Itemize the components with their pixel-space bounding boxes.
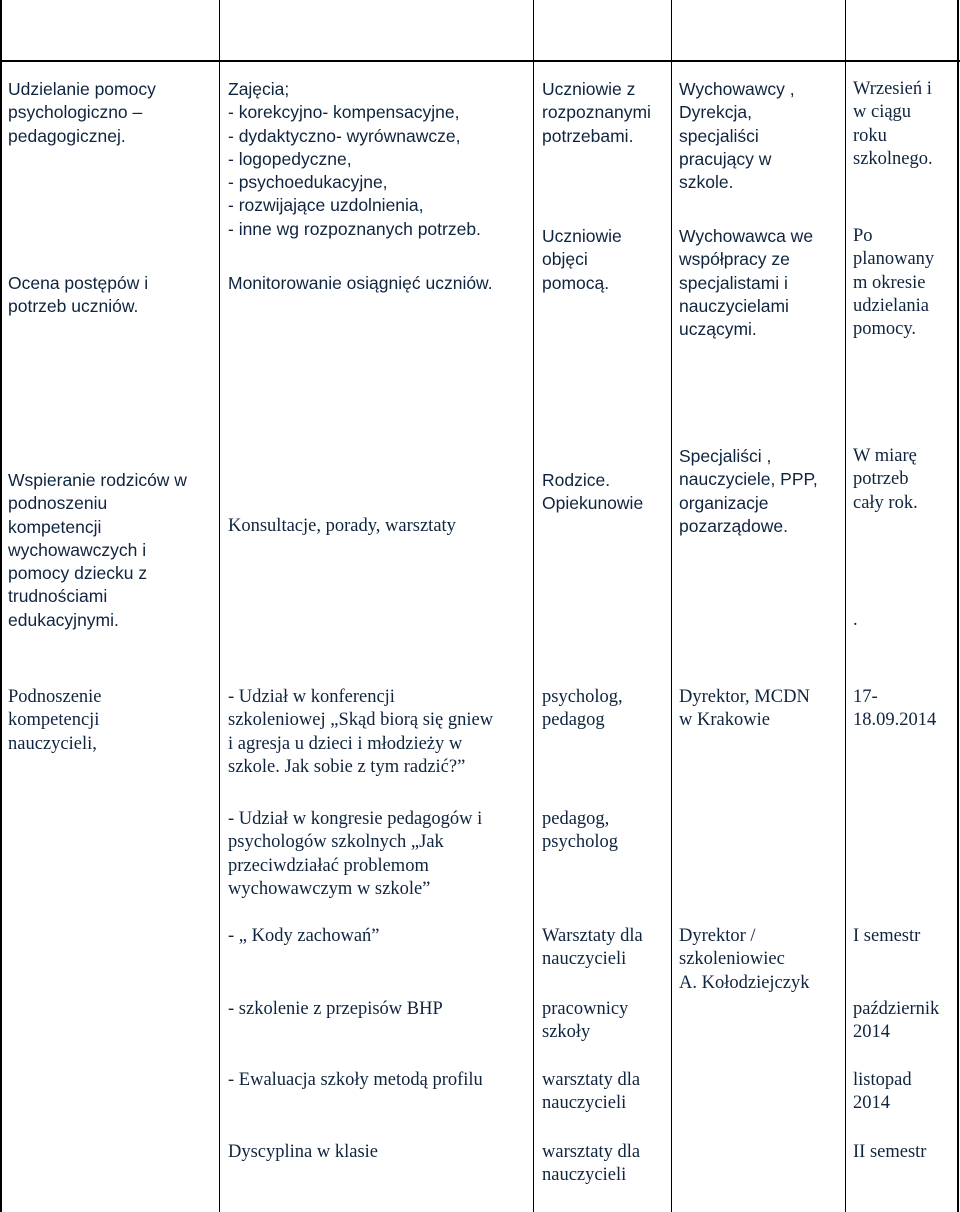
term-first-semester: I semestr [853, 926, 921, 946]
term-september: Wrzesień i w ciągu roku szkolnego. [853, 79, 933, 169]
task-teacher-competence: Podnoszenie kompetencji nauczycieli, [8, 687, 102, 754]
term-october-2014: październik 2014 [853, 999, 940, 1043]
column-divider-4 [845, 0, 846, 1212]
term-dot: . [853, 610, 858, 630]
activities-monitoring: Monitorowanie osiągnięć uczniów. [228, 273, 493, 293]
activity-evaluation: - Ewaluacja szkoły metodą profilu [228, 1070, 483, 1090]
term-second-semester: II semestr [853, 1142, 927, 1162]
activity-discipline: Dyscyplina w klasie [228, 1142, 379, 1162]
term-after-help: Po planowany m okresie udzielania pomocy. [853, 226, 935, 340]
task-parent-support: Wspieranie rodziców w podnoszeniu kompetencji wychowawczych i pomocy dziecku z trudnościami edukacyjnymi. [8, 470, 187, 630]
task-progress-assessment: Ocena postępów i potrzeb uczniów. [8, 273, 149, 317]
activity-behavior-codes: - „ Kody zachowań” [228, 926, 380, 946]
activity-conference: - Udział w konferencji szkoleniowej „Skąd biorą się gniew i agresja u dzieci i młodzieży w szkole. Jak sobie z tym radzić?” [228, 687, 494, 777]
responsible-director-mcdn: Dyrektor, MCDN w Krakowie [679, 687, 810, 731]
term-september-2014: 17- 18.09.2014 [853, 687, 937, 731]
activities-consultations: Konsultacje, porady, warsztaty [228, 516, 456, 536]
recipients-parents: Rodzice. Opiekunowie [542, 470, 644, 514]
table-top-border [0, 60, 960, 62]
recipients-helped: Uczniowie objęci pomocą. [542, 226, 622, 293]
recipients-psychologist: psycholog, pedagog [542, 687, 623, 731]
term-as-needed: W miarę potrzeb cały rok. [853, 446, 918, 513]
column-divider-1 [219, 0, 220, 1212]
term-november-2014: listopad 2014 [853, 1070, 912, 1114]
responsible-specialists: Specjaliści , nauczyciele, PPP, organizacje pozarządowe. [679, 446, 818, 536]
recipients-workshops-teachers-3: warsztaty dla nauczycieli [542, 1142, 641, 1186]
activity-bhp-training: - szkolenie z przepisów BHP [228, 999, 443, 1019]
recipients-identified-needs: Uczniowie z rozpoznanymi potrzebami. [542, 79, 651, 146]
table-left-border [0, 0, 2, 1212]
table-right-border [957, 0, 959, 1212]
activity-congress: - Udział w kongresie pedagogów i psychologów szkolnych „Jak przeciwdziałać problemom wychowawczym w szkole” [228, 809, 483, 899]
responsible-director-trainer: Dyrektor / szkoleniowiec A. Kołodziejczyk [679, 926, 810, 993]
task-psych-ped-help: Udzielanie pomocy psychologiczno – pedagogicznej. [8, 79, 156, 146]
responsible-homeroom: Wychowawca we współpracy ze specjalistami i nauczycielami uczącymi. [679, 226, 814, 340]
activities-classes: Zajęcia; - korekcyjno- kompensacyjne, - dydaktyczno- wyrównawcze, - logopedyczne, - psychoedukacyjne, - rozwijające uzdolnienia, - inne wg rozpoznanych potrzeb. [228, 79, 481, 239]
recipients-workshops-teachers: Warsztaty dla nauczycieli [542, 926, 643, 970]
column-divider-3 [671, 0, 672, 1212]
recipients-pedagogue: pedagog, psycholog [542, 809, 619, 853]
recipients-school-staff: pracownicy szkoły [542, 999, 629, 1043]
responsible-staff: Wychowawcy , Dyrekcja, specjaliści pracujący w szkole. [679, 79, 795, 193]
column-divider-2 [533, 0, 534, 1212]
recipients-workshops-teachers-2: warsztaty dla nauczycieli [542, 1070, 641, 1114]
